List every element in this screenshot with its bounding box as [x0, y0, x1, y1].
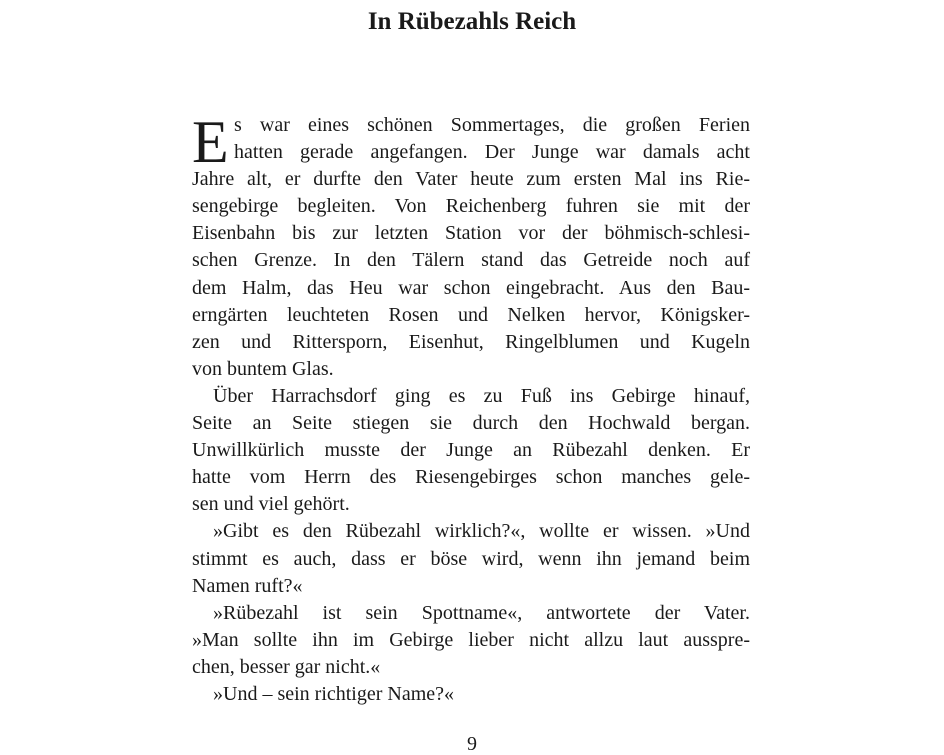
- drop-cap: E: [192, 109, 229, 175]
- text-line: hatte vom Herrn des Riesengebirges schon manches gele-: [192, 466, 750, 489]
- text-line: »Man sollte ihn im Gebirge lieber nicht allzu laut ausspre-: [192, 628, 750, 651]
- text-line: sengebirge begleiten. Von Reichenberg fuhren sie mit der: [192, 195, 750, 218]
- chapter-title: In Rübezahls Reich: [367, 8, 577, 35]
- text-line: Eisenbahn bis zur letzten Station vor der böhmisch-schlesi-: [192, 222, 750, 245]
- text-line: »Und – sein richtiger Name?«: [213, 682, 455, 705]
- body-text: [192, 109, 750, 708]
- text-line: sen und viel gehört.: [192, 493, 350, 516]
- text-line: zen und Rittersporn, Eisenhut, Ringelblumen und Kugeln: [192, 330, 750, 353]
- text-line: Jahre alt, er durfte den Vater heute zum ersten Mal ins Rie-: [192, 168, 750, 191]
- text-line: Seite an Seite stiegen sie durch den Hochwald bergan.: [192, 412, 750, 435]
- text-line: erngärten leuchteten Rosen und Nelken hervor, Königsker-: [192, 303, 750, 326]
- text-line: von buntem Glas.: [192, 357, 334, 380]
- text-line: chen, besser gar nicht.«: [192, 655, 381, 678]
- text-line: s war eines schönen Sommertages, die großen Ferien: [234, 114, 750, 136]
- text-line: stimmt es auch, dass er böse wird, wenn ihn jemand beim: [192, 547, 750, 570]
- text-line: Über Harrachsdorf ging es zu Fuß ins Gebirge hinauf,: [213, 384, 750, 407]
- text-line: dem Halm, das Heu war schon eingebracht. Aus den Bau-: [192, 276, 750, 299]
- text-line: »Rübezahl ist sein Spottname«, antwortete der Vater.: [213, 601, 750, 624]
- text-line: Namen ruft?«: [192, 574, 303, 597]
- text-line: Unwillkürlich musste der Junge an Rübezahl denken. Er: [192, 439, 750, 462]
- page-number: 9: [467, 733, 477, 755]
- text-line: schen Grenze. In den Tälern stand das Getreide noch auf: [192, 249, 750, 272]
- text-line: »Gibt es den Rübezahl wirklich?«, wollte er wissen. »Und: [213, 520, 750, 543]
- text-line: hatten gerade angefangen. Der Junge war damals acht: [234, 141, 750, 164]
